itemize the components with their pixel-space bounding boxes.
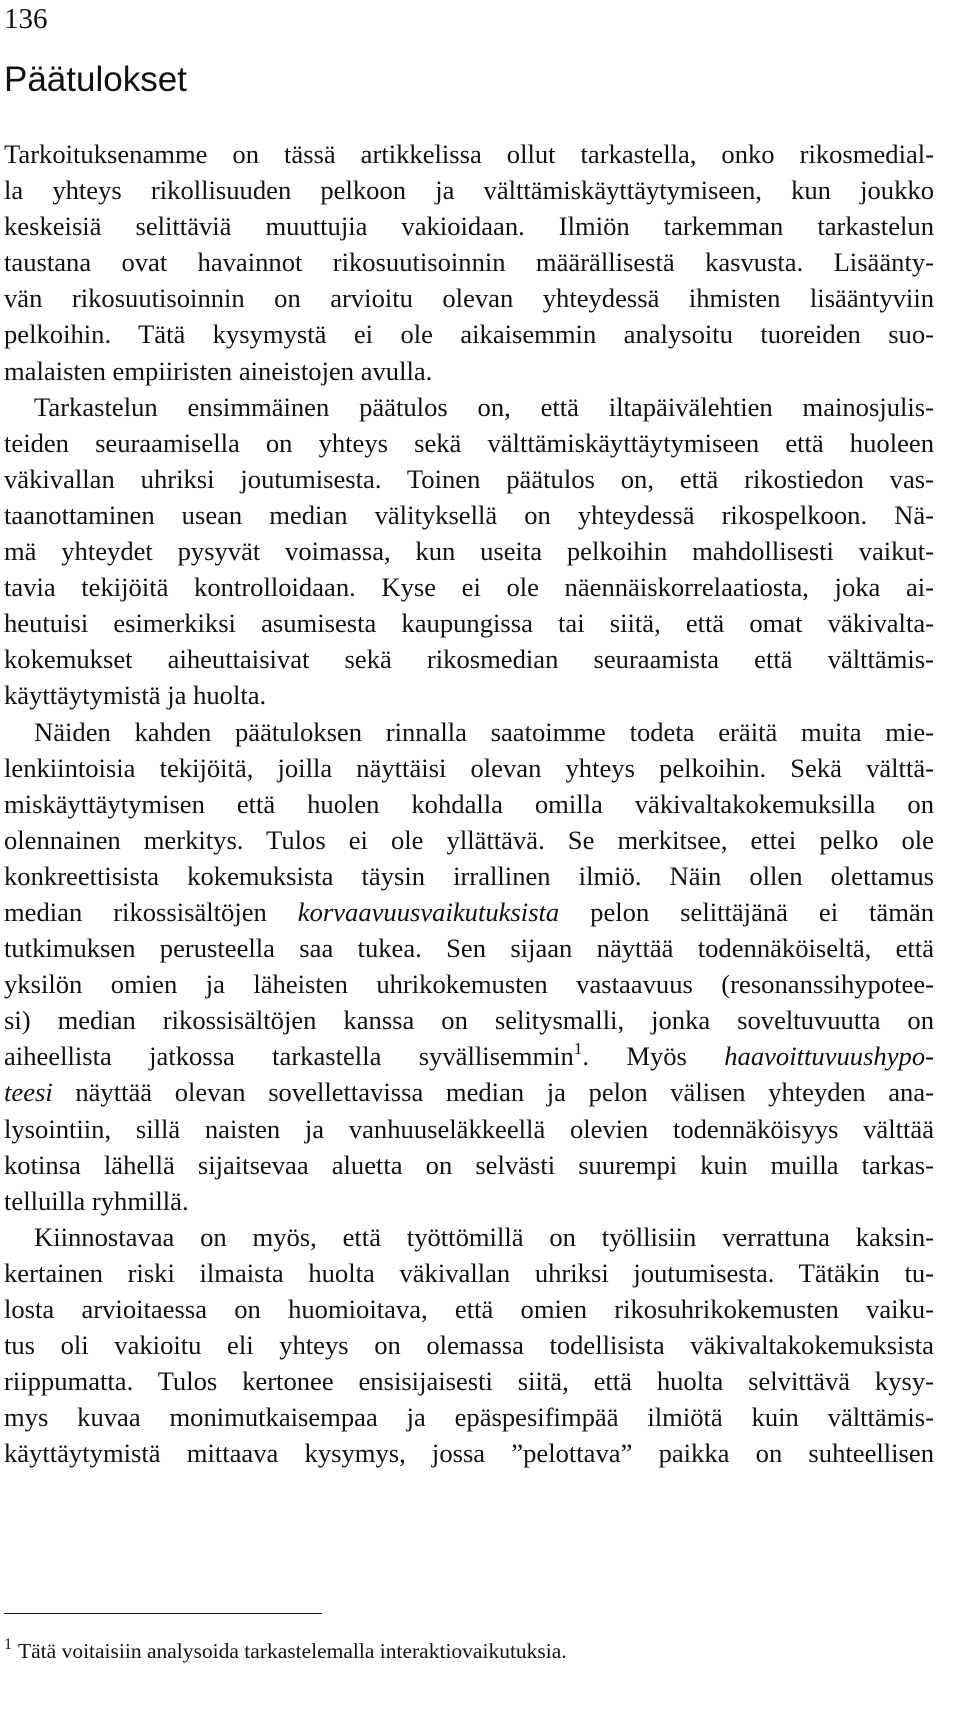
text-line: konkreettisista kokemuksista täysin irrallinen ilmiö. Näin ollen olettamus — [4, 860, 934, 891]
text-line: teiden seuraamisella on yhteys sekä välttämiskäyttäytymiseen että huoleen — [4, 427, 934, 458]
text-line: riippumatta. Tulos kertonee ensisijaisesti siitä, että huolta selvittävä kysy- — [4, 1366, 934, 1397]
text-line — [4, 1074, 934, 1110]
text-line: lysointiin, sillä naisten ja vanhuuseläkkeellä olevien todennäköisyys välttää — [4, 1113, 934, 1144]
paragraph-1 — [4, 136, 934, 389]
text-line: olennainen merkitys. Tulos ei ole yllättävä. Se merkitsee, ettei pelko ole — [4, 824, 934, 855]
text-line: kotinsa lähellä sijaitsevaa aluetta on selvästi suurempi kuin muilla tarkas- — [4, 1149, 934, 1180]
page-number: 136 — [4, 3, 48, 35]
text-line: losta arvioitaessa on huomioitava, että omien rikosuhrikokemusten vaiku- — [4, 1294, 934, 1324]
text-line: Tarkastelun ensimmäinen päätulos on, että iltapäivälehtien mainosjulis- — [34, 391, 934, 422]
text-line: pelkoihin. Tätä kysymystä ei ole aikaisemmin analysoitu tuoreiden suo- — [4, 319, 934, 350]
paragraph-3 — [4, 714, 934, 1219]
text-line: mä yhteydet pysyvät voimassa, kun useita pelkoihin mahdollisesti vaikut- — [4, 536, 934, 567]
text-line: väkivallan uhriksi joutumisesta. Toinen päätulos on, että rikostiedon vas- — [4, 463, 934, 494]
text-line: lenkiintoisia tekijöitä, joilla näyttäisi olevan yhteys pelkoihin. Sekä välttä- — [4, 752, 934, 783]
footnote-marker: 1 — [4, 1636, 12, 1653]
footnote — [4, 1637, 567, 1665]
italic-term: korvaavuusvaikutuksista — [297, 896, 560, 927]
italic-term: haavoittuvuushypo- — [724, 1041, 934, 1072]
italic-term: teesi — [4, 1077, 53, 1108]
text-run: aiheellista jatkossa tarkastella syvällisemmin — [4, 1041, 574, 1072]
text-line: mys kuvaa monimutkaisempaa ja epäspesifimpää ilmiötä kuin välttämis- — [4, 1402, 934, 1433]
text-run: . Myös — [582, 1041, 725, 1072]
paragraph-4 — [4, 1219, 934, 1472]
text-line: malaisten empiiristen aineistojen avulla. — [4, 355, 433, 386]
text-line: telluilla ryhmillä. — [4, 1185, 189, 1216]
text-line: tus oli vakioitu eli yhteys on olemassa todellisista väkivaltakokemuksista — [4, 1330, 934, 1361]
text-line: vän rikosuutisoinnin on arvioitu olevan yhteydessä ihmisten lisääntyviin — [4, 283, 934, 314]
section-heading: Päätulokset — [4, 60, 187, 99]
text-line: Näiden kahden päätuloksen rinnalla saatoimme todeta eräitä muita mie- — [34, 716, 934, 747]
text-line: heutuisi esimerkiksi asumisesta kaupungissa tai siitä, että omat väkivalta- — [4, 608, 934, 639]
text-line: keskeisiä selittäviä muuttujia vakioidaan. Ilmiön tarkemman tarkastelun — [4, 211, 934, 242]
paragraph-2 — [4, 389, 934, 714]
text-line: miskäyttäytymisen että huolen kohdalla omilla väkivaltakokemuksilla on — [4, 788, 934, 819]
text-run: median rikossisältöjen — [4, 896, 298, 927]
text-line — [4, 1038, 934, 1074]
text-line: Kiinnostavaa on myös, että työttömillä on työllisiin verrattuna kaksin- — [34, 1221, 934, 1252]
text-line: käyttäytymistä mittaava kysymys, jossa ”pelottava” paikka on suhteellisen — [4, 1438, 934, 1469]
text-run: näyttää olevan sovellettavissa median ja pelon välisen yhteyden ana- — [52, 1077, 934, 1108]
text-line: tutkimuksen perusteella saa tukea. Sen sijaan näyttää todennäköiseltä, että — [4, 933, 934, 964]
text-line: Tarkoituksenamme on tässä artikkelissa ollut tarkastella, onko rikosmedial- — [4, 139, 934, 169]
text-line: taanottaminen usean median välityksellä on yhteydessä rikospelkoon. Nä- — [4, 499, 934, 530]
text-run: pelon selittäjänä ei tämän — [559, 896, 934, 927]
footnote-reference[interactable]: 1 — [573, 1039, 583, 1059]
body-text — [4, 136, 934, 1471]
text-line: tavia tekijöitä kontrolloidaan. Kyse ei ole näennäiskorrelaatiosta, joka ai- — [4, 572, 934, 603]
text-line: käyttäytymistä ja huolta. — [4, 680, 267, 711]
footnote-text: Tätä voitaisiin analysoida tarkastelemalla interaktiovaikutuksia. — [18, 1639, 567, 1663]
footnote-divider — [4, 1613, 322, 1614]
text-line: kokemukset aiheuttaisivat sekä rikosmedian seuraamista että välttämis- — [4, 644, 934, 675]
text-line: yksilön omien ja läheisten uhrikokemusten vastaavuus (resonanssihypotee- — [4, 969, 934, 1000]
text-line: la yhteys rikollisuuden pelkoon ja välttämiskäyttäytymiseen, kun joukko — [4, 175, 934, 206]
text-line: si) median rikossisältöjen kanssa on selitysmalli, jonka soveltuvuutta on — [4, 1005, 934, 1036]
text-line: taustana ovat havainnot rikosuutisoinnin määrällisestä kasvusta. Lisäänty- — [4, 247, 934, 278]
text-line — [4, 894, 934, 930]
text-line: kertainen riski ilmaista huolta väkivallan uhriksi joutumisesta. Tätäkin tu- — [4, 1257, 934, 1288]
